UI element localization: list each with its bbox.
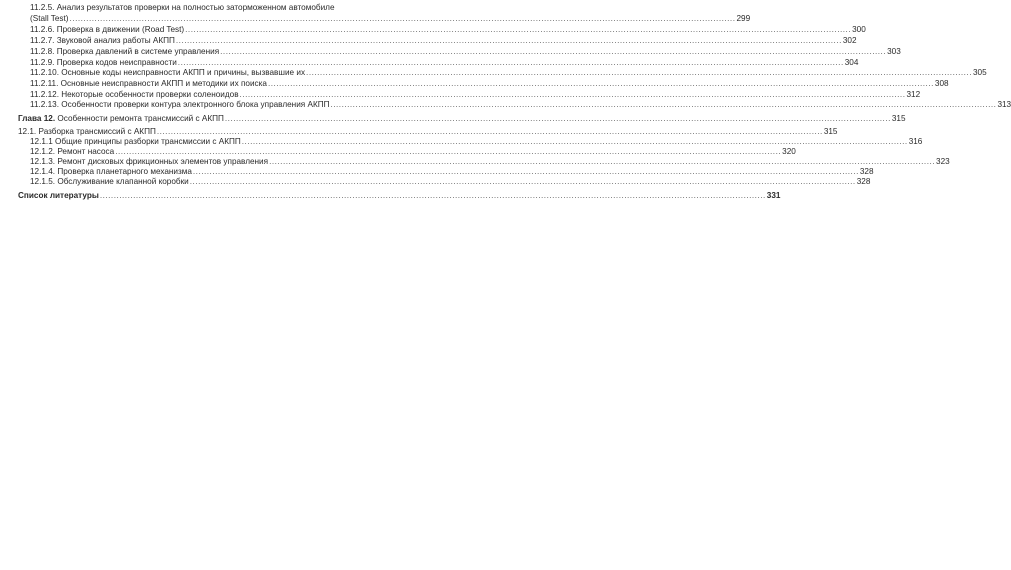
entry-title: Ремонт насоса: [57, 147, 115, 156]
page-number: 308: [934, 79, 949, 88]
entry-number: 11.2.6.: [30, 25, 55, 34]
dot-leader: [306, 68, 972, 78]
entry-number: 12.1.4.: [30, 167, 56, 176]
entry-title: Анализ результатов проверки на полностью заторможенном автомобиле: [56, 3, 335, 12]
toc-entry-11-2-10: [30, 68, 987, 78]
page-number: 302: [842, 36, 857, 45]
chapter-title: Особенности ремонта трансмиссий с АКПП: [57, 114, 224, 123]
page-number: 323: [936, 157, 950, 166]
entry-title-continuation: (Stall Test): [30, 14, 69, 23]
toc-entry-12-1-1: [30, 137, 923, 147]
entry-title: Проверка планетарного механизма: [57, 167, 192, 176]
page-number: 299: [736, 14, 751, 23]
toc-entry-12-1-5: [30, 177, 871, 187]
entry-title: Обслуживание клапанной коробки: [57, 177, 189, 186]
entry-title: Основные коды неисправности АКПП и причины, вызвавшие их: [61, 68, 306, 77]
entry-title: Проверка давлений в системе управления: [56, 47, 220, 56]
dot-leader: [193, 167, 859, 177]
entry-title: Ремонт дисковых фрикционных элементов управления: [57, 157, 269, 166]
page-number: 315: [891, 114, 906, 123]
dot-leader: [240, 90, 906, 100]
dot-leader: [268, 79, 934, 89]
page-number: 328: [856, 177, 871, 186]
toc-entry-11-2-6: [30, 25, 866, 35]
entry-title: Особенности проверки контура электронного блока управления АКПП: [61, 100, 330, 109]
page-number: 315: [823, 127, 838, 136]
entry-number: 11.2.13.: [30, 100, 59, 109]
dot-leader: [115, 147, 781, 157]
toc-chapter-12: [18, 114, 906, 124]
entry-number: 12.1.: [18, 127, 37, 136]
page-number: 300: [852, 25, 866, 34]
entry-title: Проверка кодов неисправности: [56, 58, 177, 67]
dot-leader: [185, 25, 851, 35]
dot-leader: [225, 114, 891, 124]
page-number: 331: [766, 191, 781, 200]
toc-references: [18, 191, 781, 201]
entry-number: 11.2.9.: [30, 58, 55, 67]
chapter-label: Глава 12.: [18, 114, 56, 123]
page-number: 313: [997, 100, 1011, 109]
toc-entry-12-1-2: [30, 147, 796, 157]
toc-entry-11-2-11: [30, 79, 949, 89]
dot-leader: [190, 177, 856, 187]
entry-title: Разборка трансмиссий с АКПП: [38, 127, 156, 136]
entry-title: Проверка в движении (Road Test): [56, 25, 185, 34]
toc-entry-11-2-13: [30, 100, 1011, 110]
dot-leader: [70, 14, 736, 24]
toc-entry-11-2-12: [30, 90, 921, 100]
page-number: 320: [782, 147, 796, 156]
entry-title: Звуковой анализ работы АКПП: [56, 36, 175, 45]
dot-leader: [220, 47, 886, 57]
toc-entry-12-1: [18, 127, 838, 137]
entry-title: Некоторые особенности проверки соленоидов: [61, 90, 239, 99]
dot-leader: [330, 100, 996, 110]
page-number: 316: [908, 137, 923, 146]
toc-entry-11-2-9: [30, 58, 859, 68]
entry-number: 12.1.1: [30, 137, 53, 146]
dot-leader: [178, 58, 844, 68]
dot-leader: [100, 191, 766, 201]
entry-number: 11.2.5.: [30, 3, 55, 12]
references-title: Список литературы: [18, 191, 99, 200]
toc-entry-11-2-5: [30, 3, 359, 13]
entry-number: 12.1.3.: [30, 157, 56, 166]
entry-number: 12.1.2.: [30, 147, 56, 156]
toc-entry-11-2-7: [30, 36, 857, 46]
page-number: 304: [844, 58, 859, 67]
toc-entry-12-1-4: [30, 167, 874, 177]
entry-number: 11.2.8.: [30, 47, 55, 56]
entry-number: 11.2.7.: [30, 36, 55, 45]
page-number: 328: [859, 167, 874, 176]
toc-entry-11-2-8: [30, 47, 901, 57]
dot-leader: [242, 137, 908, 147]
entry-number: 11.2.11.: [30, 79, 59, 88]
toc-entry-12-1-3: [30, 157, 950, 167]
dot-leader: [157, 127, 823, 137]
dot-leader: [269, 157, 935, 167]
entry-number: 11.2.10.: [30, 68, 59, 77]
dot-leader: [176, 36, 842, 46]
entry-title: Общие принципы разборки трансмиссии с АКПП: [55, 137, 241, 146]
entry-title: Основные неисправности АКПП и методики их поиска: [60, 79, 267, 88]
page-number: 305: [973, 68, 987, 77]
page-number: 303: [887, 47, 901, 56]
toc-entry-11-2-5-cont: [30, 14, 751, 24]
entry-number: 12.1.5.: [30, 177, 56, 186]
entry-number: 11.2.12.: [30, 90, 59, 99]
page-number: 312: [906, 90, 921, 99]
